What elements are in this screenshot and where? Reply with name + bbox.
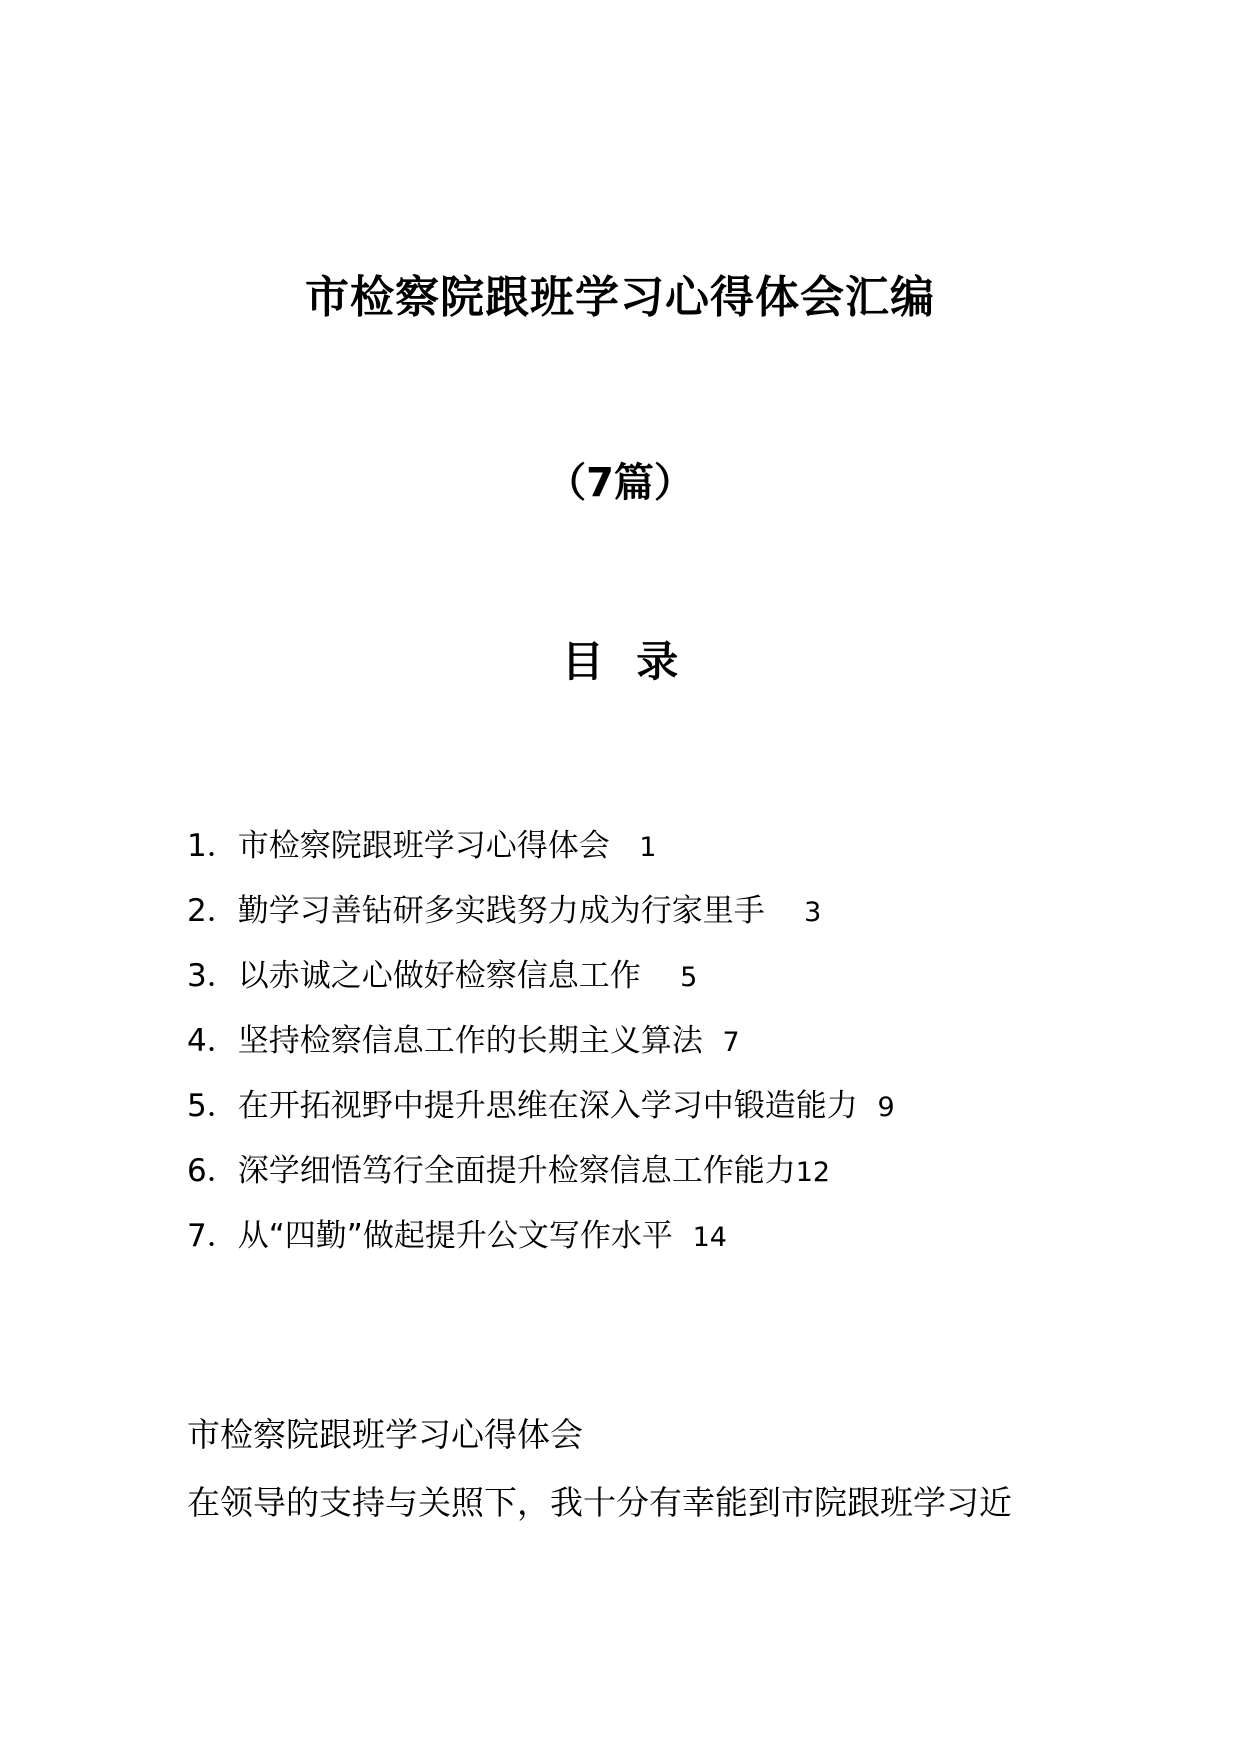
table-of-contents <box>187 823 1087 1278</box>
toc-heading: 目 录 <box>561 637 679 686</box>
toc-number: 4． <box>187 1023 238 1059</box>
section-title: 市检察院跟班学习心得体会 <box>187 1415 583 1454</box>
toc-number: 5． <box>187 1088 238 1124</box>
body-paragraph: 在领导的支持与关照下，我十分有幸能到市院跟班学习近 <box>187 1483 1012 1522</box>
toc-page-number: 14 <box>692 1222 727 1253</box>
toc-title: 从“四勤”做起提升公文写作水平 <box>237 1218 673 1254</box>
toc-number: 2． <box>187 893 238 929</box>
document-title: 市检察院跟班学习心得体会汇编 <box>305 272 935 323</box>
toc-title: 坚持检察信息工作的长期主义算法 <box>237 1023 703 1059</box>
toc-item-6[interactable] <box>187 1148 1087 1213</box>
toc-page-number: 7 <box>722 1027 740 1058</box>
toc-item-7[interactable] <box>187 1213 1087 1278</box>
toc-number: 1． <box>187 828 238 864</box>
toc-page-number: 3 <box>804 897 822 928</box>
toc-title: 在开拓视野中提升思维在深入学习中锻造能力 <box>237 1088 858 1124</box>
toc-title: 勤学习善钻研多实践努力成为行家里手 <box>237 893 765 929</box>
toc-item-2[interactable] <box>187 888 1087 953</box>
toc-item-4[interactable] <box>187 1018 1087 1083</box>
toc-title: 深学细悟笃行全面提升检察信息工作能力 <box>237 1153 796 1189</box>
article-count: （7篇） <box>546 460 694 506</box>
toc-title: 市检察院跟班学习心得体会 <box>237 828 610 864</box>
toc-page-number: 1 <box>639 832 657 863</box>
toc-number: 7． <box>187 1218 238 1254</box>
toc-title: 以赤诚之心做好检察信息工作 <box>237 958 641 994</box>
toc-number: 6． <box>187 1153 238 1189</box>
toc-item-5[interactable] <box>187 1083 1087 1148</box>
toc-number: 3． <box>187 958 238 994</box>
toc-page-number: 9 <box>877 1092 895 1123</box>
toc-item-3[interactable] <box>187 953 1087 1018</box>
toc-item-1[interactable] <box>187 823 1087 888</box>
toc-page-number: 5 <box>680 962 698 993</box>
toc-page-number: 12 <box>795 1157 831 1188</box>
